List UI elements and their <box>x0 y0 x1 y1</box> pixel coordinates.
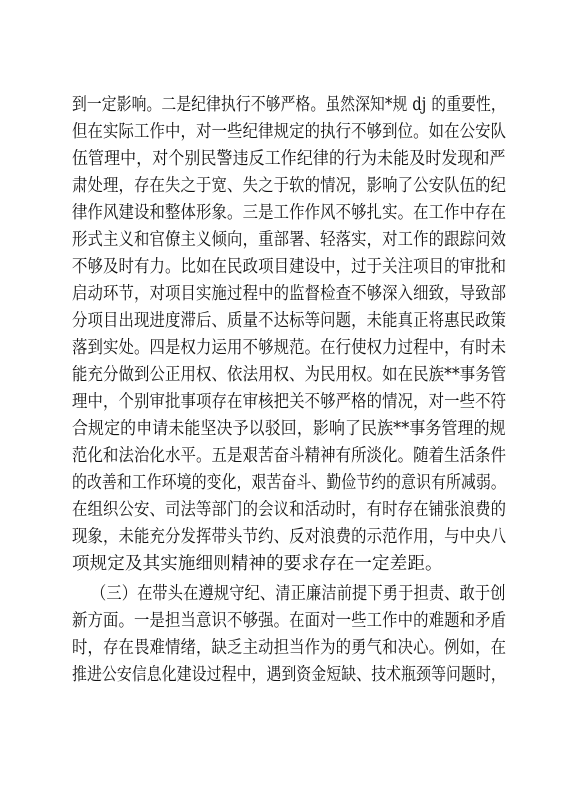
text-line: 能充分做到公正用权、依法用权、为民用权。如在民族**事务管 <box>72 365 507 385</box>
text-line: 伍管理中，对个别民警违反工作纪律的行为未能及时发现和严 <box>72 149 506 169</box>
text-line: 肃处理，存在失之于宽、失之于软的情况，影响了公安队伍的纪 <box>72 176 507 196</box>
text-line: 的改善和工作环境的变化，艰苦奋斗、勤俭节约的意识有所减弱。 <box>72 473 506 493</box>
text-line: 现象，未能充分发挥带头节约、反对浪费的示范作用，与中央八 <box>72 527 507 547</box>
text-line: 时，存在畏难情绪，缺乏主动担当作为的勇气和决心。例如，在 <box>72 638 507 658</box>
section-heading-line: （三）在带头在遵规守纪、清正廉洁前提下勇于担责、敢于创 <box>91 584 506 604</box>
text-line: 分项目出现进度滞后、质量不达标等问题，未能真正将惠民政策 <box>72 311 507 331</box>
text-line: 理中，个别审批事项存在审核把关不够严格的情况，对一些不符 <box>72 392 507 412</box>
text-line: 合规定的申请未能坚决予以驳回，影响了民族**事务管理的规 <box>72 419 506 439</box>
text-line: 律作风建设和整体形象。三是工作作风不够扎实。在工作中存在 <box>72 203 507 223</box>
text-line: 到一定影响。二是纪律执行不够严格。虽然深知*规 dj 的重要性， <box>72 95 506 115</box>
text-line: 形式主义和官僚主义倾向，重部署、轻落实，对工作的跟踪问效 <box>72 230 507 250</box>
text-line: 范化和法治化水平。五是艰苦奋斗精神有所淡化。随着生活条件 <box>72 446 507 466</box>
text-line: 项规定及其实施细则精神的要求存在一定差距。 <box>72 554 443 574</box>
text-line: 在组织公安、司法等部门的会议和活动时，有时存在铺张浪费的 <box>72 500 507 520</box>
text-line: 但在实际工作中，对一些纪律规定的执行不够到位。如在公安队 <box>72 122 507 142</box>
text-line: 新方面。一是担当意识不够强。在面对一些工作中的难题和矛盾 <box>72 611 507 631</box>
text-line: 推进公安信息化建设过程中，遇到资金短缺、技术瓶颈等问题时， <box>72 665 506 685</box>
text-line: 不够及时有力。比如在民政项目建设中，过于关注项目的审批和 <box>72 257 507 277</box>
text-line: 落到实处。四是权力运用不够规范。在行使权力过程中，有时未 <box>72 338 507 358</box>
text-line: 启动环节，对项目实施过程中的监督检查不够深入细致，导致部 <box>72 284 507 304</box>
